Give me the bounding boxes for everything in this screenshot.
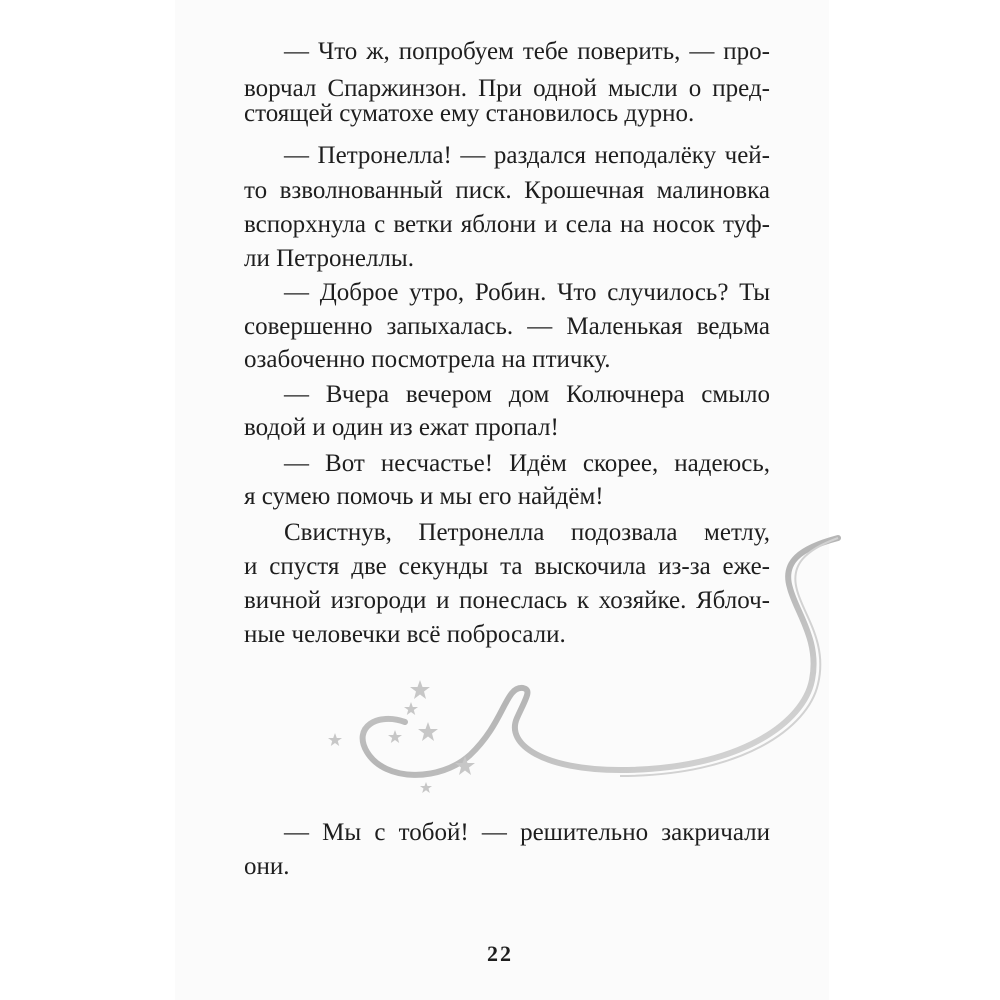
- text-line: — Петронелла! — раздался неподалёку чей-: [284, 142, 770, 169]
- text-line: совершенно запыхалась. — Маленькая ведьма: [244, 313, 770, 340]
- text-line: Свистнув, Петронелла подозвала метлу,: [284, 519, 770, 546]
- text-line: — Вчера вечером дом Колючнера смыло: [284, 381, 770, 408]
- text-line: я сумею помочь и мы его найдём!: [244, 483, 604, 510]
- text-line: ворчал Спаржинзон. При одной мысли о пред-: [244, 75, 770, 102]
- text-line: то взволнованный писк. Крошечная малиновка: [244, 177, 770, 204]
- text-line: — Мы с тобой! — решительно закричали: [284, 819, 770, 846]
- text-line: — Что ж, попробуем тебе поверить, — про-: [284, 38, 770, 65]
- text-line: они.: [244, 853, 290, 880]
- text-line: — Вот несчастье! Идём скорее, надеюсь,: [284, 450, 770, 477]
- text-line: озабоченно посмотрела на птичку.: [244, 346, 611, 373]
- text-line: ли Петронеллы.: [244, 245, 414, 272]
- text-line: водой и один из ежат пропал!: [244, 414, 559, 441]
- text-line: ные человечки всё побросали.: [244, 621, 566, 648]
- text-line: — Доброе утро, Робин. Что случилось? Ты: [284, 279, 770, 306]
- text-line: стоящей суматохе ему становилось дурно.: [244, 100, 695, 127]
- text-line: вичной изгороди и понеслась к хозяйке. Яблоч-: [244, 587, 770, 614]
- page-number: 22: [487, 941, 513, 966]
- text-line: и спустя две секунды та выскочила из-за еже-: [244, 553, 770, 580]
- text-line: вспорхнула с ветки яблони и села на носок туф-: [244, 211, 770, 238]
